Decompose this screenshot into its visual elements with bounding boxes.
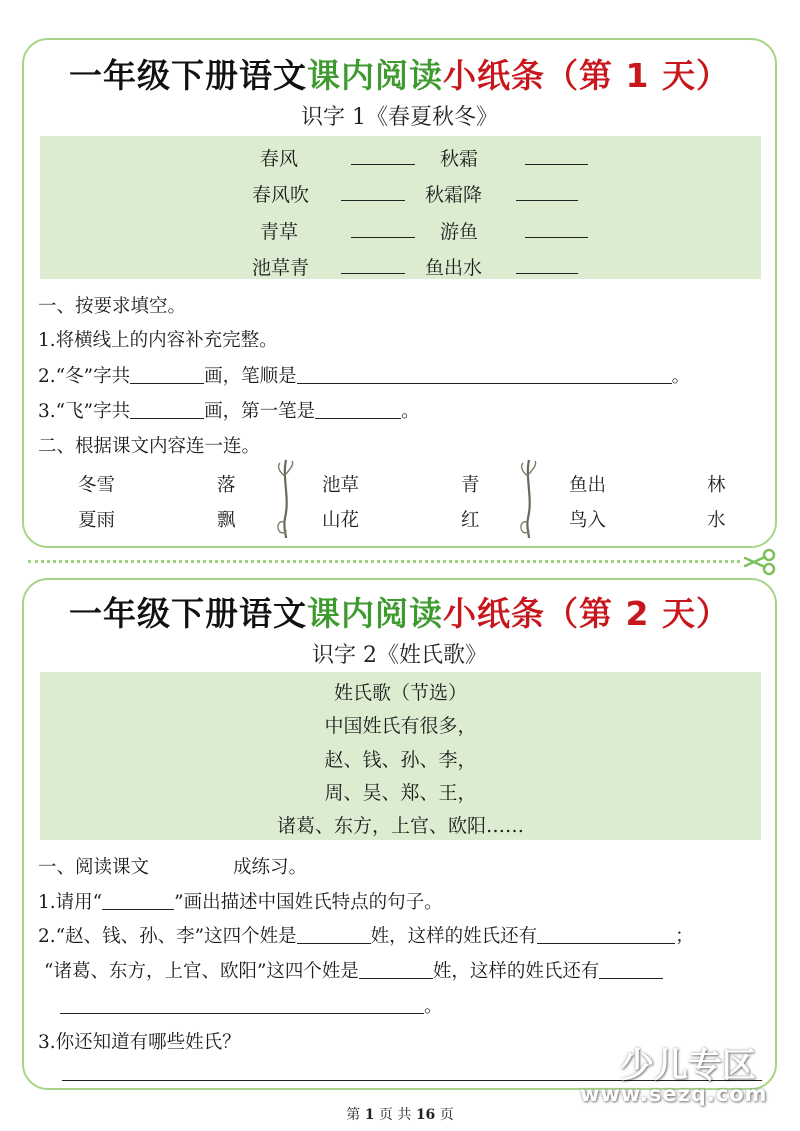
question-3-part-c: 。: [401, 401, 420, 422]
footer-text: 页: [439, 1107, 454, 1123]
answer-blank[interactable]: [102, 891, 174, 910]
vocab-blank[interactable]: [525, 164, 588, 165]
question-2-part-a: 2.“冬”字共: [38, 366, 131, 387]
poem-line: 诸葛、东方，上官、欧阳……: [276, 815, 524, 837]
answer-blank[interactable]: [297, 365, 672, 384]
match-item[interactable]: 山花: [322, 510, 360, 531]
vocab-right-3: 游鱼: [440, 221, 479, 243]
vocab-right-4: 鱼出水: [425, 257, 483, 279]
watermark-url: www.sezq.com: [580, 1082, 768, 1106]
match-item[interactable]: 鸟入: [569, 510, 607, 531]
title-day: （第 1 天）: [545, 56, 730, 95]
question-3-part-b: 画，第一笔是: [204, 401, 316, 422]
title-reading: 课内阅读: [307, 594, 444, 633]
match-item[interactable]: 池草: [322, 475, 360, 496]
poem-title: 姓氏歌（节选）: [333, 682, 467, 704]
question-2: [38, 922, 694, 948]
answer-blank[interactable]: [297, 925, 371, 944]
vocab-right-2: 秋霜降: [425, 184, 483, 206]
page-total: 16: [415, 1107, 436, 1123]
vocab-blank[interactable]: [351, 237, 415, 238]
watermark-logo: 少儿专区: [620, 1046, 756, 1086]
question-2-line2-part-a: “诸葛、东方，上官、欧阳”这四个姓是: [44, 961, 359, 982]
answer-blank[interactable]: [130, 365, 204, 384]
title-note: 小纸条: [443, 594, 546, 633]
question-1-part-a: 1.请用“: [38, 892, 103, 913]
section-heading-part-b: 成练习。: [233, 857, 308, 878]
vocab-blank[interactable]: [341, 200, 405, 201]
match-item[interactable]: 夏雨: [78, 510, 116, 531]
question-2-end: [60, 992, 443, 1018]
question-2-part-a: 2.“赵、钱、孙、李”这四个姓是: [38, 926, 297, 947]
vocab-blank[interactable]: [516, 200, 578, 201]
scissors-icon: [742, 548, 778, 576]
card-title: [24, 50, 775, 97]
question-2-line2-part-b: 姓，这样的姓氏还有: [432, 961, 600, 982]
vocab-left-1: 春风: [260, 148, 299, 170]
bamboo-icon: [274, 458, 298, 540]
match-item[interactable]: 落: [217, 475, 236, 496]
section-heading: 二、根据课文内容连一连。: [38, 436, 261, 457]
poem-line: 周、吴、郑、王，: [324, 782, 477, 804]
lesson-title: 识字 1《春夏秋冬》: [301, 105, 498, 130]
vocab-blank[interactable]: [525, 237, 588, 238]
vocab-left-2: 春风吹: [252, 184, 310, 206]
cut-line: [28, 560, 740, 563]
section-heading-part-a: 一、阅读课文: [38, 857, 150, 878]
exercise-card-day-1: [22, 38, 777, 548]
question-2-continued: [44, 957, 663, 983]
question-2-part-b: 画，笔顺是: [204, 366, 297, 387]
exercise-card-day-2: [22, 578, 777, 1090]
page-number: 1: [364, 1107, 375, 1123]
vocab-box: [40, 136, 761, 279]
answer-blank[interactable]: [60, 995, 424, 1014]
match-item[interactable]: 林: [707, 475, 726, 496]
question-2-part-c: ；: [675, 926, 694, 947]
page-footer: [0, 1104, 800, 1124]
title-note: 小纸条: [443, 56, 546, 95]
question-1: [38, 888, 443, 914]
match-item[interactable]: 水: [707, 510, 726, 531]
poem-line: 中国姓氏有很多，: [324, 715, 477, 737]
footer-text: 页 共: [378, 1107, 412, 1123]
answer-blank[interactable]: [359, 960, 433, 979]
question-1: 1.将横线上的内容补充完整。: [38, 330, 278, 351]
question-2: [38, 362, 690, 388]
answer-blank[interactable]: [599, 960, 663, 979]
vocab-left-4: 池草青: [252, 257, 310, 279]
match-item[interactable]: 红: [461, 510, 480, 531]
poem-line: 赵、钱、孙、李，: [324, 749, 477, 771]
match-item[interactable]: 冬雪: [78, 475, 116, 496]
question-3: [38, 397, 420, 423]
card-title: [24, 588, 775, 635]
answer-blank[interactable]: [130, 400, 204, 419]
answer-blank[interactable]: [315, 400, 401, 419]
vocab-blank[interactable]: [351, 164, 415, 165]
footer-text: 第: [346, 1107, 361, 1123]
section-heading: 一、按要求填空。: [38, 296, 187, 317]
question-2-end-mark: 。: [424, 996, 443, 1017]
bamboo-icon: [517, 458, 541, 540]
answer-blank[interactable]: [537, 925, 675, 944]
question-2-part-b: 姓，这样的姓氏还有: [370, 926, 538, 947]
question-3-part-a: 3.“飞”字共: [38, 401, 131, 422]
vocab-right-1: 秋霜: [440, 148, 479, 170]
vocab-left-3: 青草: [260, 221, 299, 243]
match-item[interactable]: 鱼出: [569, 475, 607, 496]
vocab-blank[interactable]: [516, 273, 578, 274]
question-2-part-c: 。: [671, 366, 691, 387]
section-heading: [38, 853, 307, 879]
match-item[interactable]: 飘: [217, 510, 236, 531]
title-grade: 一年级下册语文: [69, 594, 308, 633]
title-reading: 课内阅读: [307, 56, 444, 95]
vocab-blank[interactable]: [341, 273, 405, 274]
question-1-part-b: ”画出描述中国姓氏特点的句子。: [174, 892, 443, 913]
match-item[interactable]: 青: [461, 475, 480, 496]
lesson-title: 识字 2《姓氏歌》: [312, 643, 487, 668]
question-3: 3.你还知道有哪些姓氏？: [38, 1032, 241, 1053]
poem-box: [40, 672, 761, 840]
title-grade: 一年级下册语文: [69, 56, 308, 95]
title-day: （第 2 天）: [545, 594, 730, 633]
